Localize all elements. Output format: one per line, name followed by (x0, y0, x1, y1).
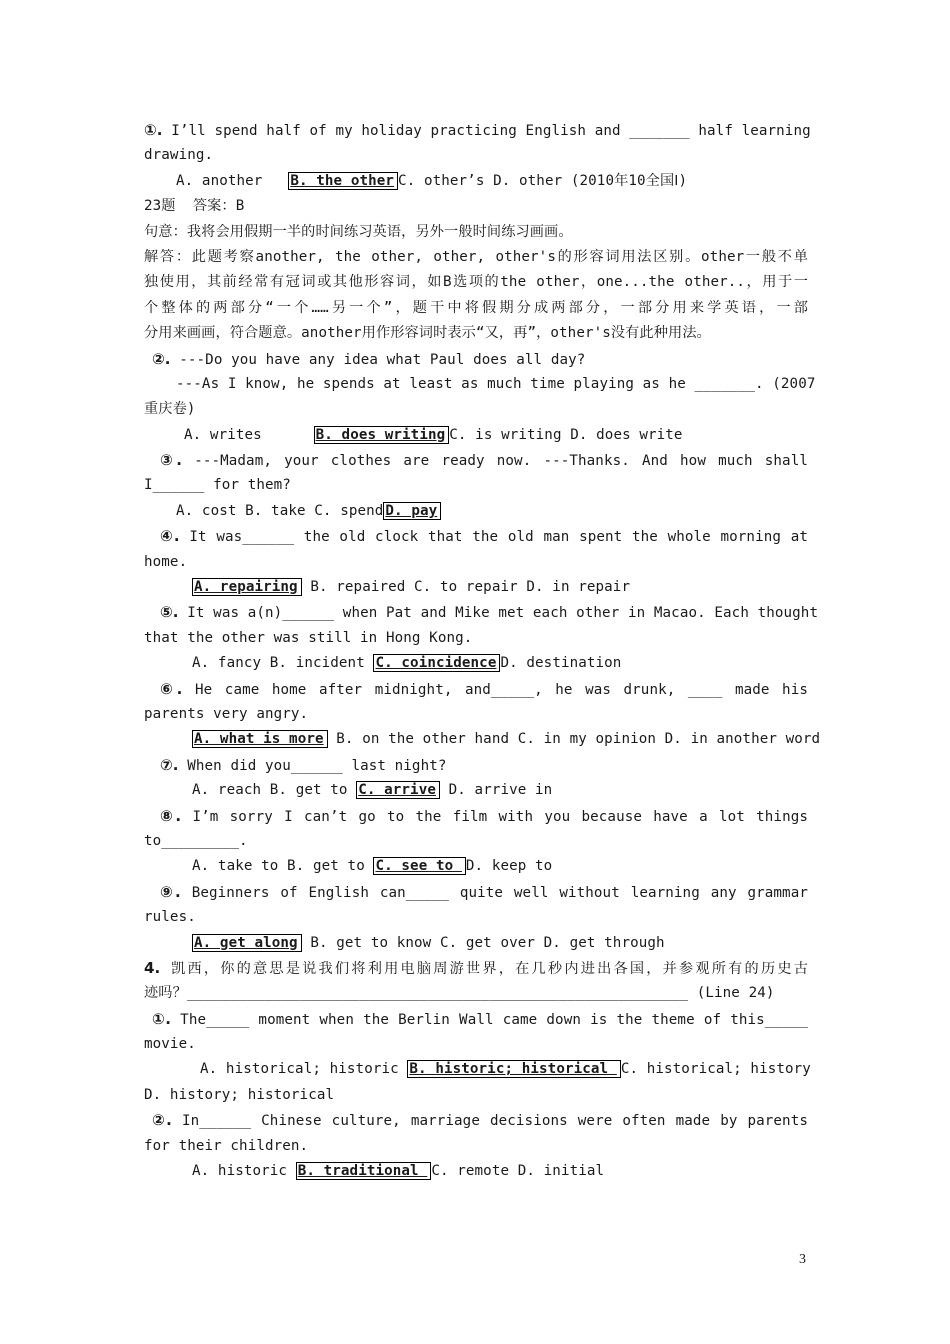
question-number: 4. (144, 958, 161, 977)
text-line (144, 143, 808, 168)
answer-box: B. the other (288, 172, 398, 190)
line-text: 23题 答案：B (144, 198, 245, 215)
text-line (144, 981, 808, 1006)
text-line (144, 372, 816, 397)
text-line (144, 677, 808, 702)
line-text: It was______ the old clock that the old man spent the whole morning at (179, 529, 808, 546)
question-number: ①. (152, 1009, 172, 1028)
line-text: I’ll spend half of my holiday practicing English and _______ half learning (162, 123, 811, 139)
answer-box: A. what is more (192, 730, 328, 748)
line-text: 重庆卷) (144, 401, 196, 418)
line-text: for their children. (144, 1137, 309, 1154)
line-text: C. other’s D. other (2010年10全国Ⅰ) (398, 172, 688, 189)
line-text: He came home after midnight, and_____, he was drunk, ____ made his (182, 681, 808, 698)
text-line (144, 1007, 808, 1032)
line-text: B. on the other hand C. in my opinion D. in another word (327, 731, 821, 748)
line-text: parents very angry. (144, 705, 309, 722)
line-text: A. cost B. take C. spend (176, 502, 384, 519)
line-text: 分用来画画，符合题意。another用作形容词时表示“又，再”，other's没有此种用法。 (144, 325, 711, 342)
text-line (144, 524, 808, 549)
line-text: In______ Chinese culture, marriage decisions were often made by parents (171, 1113, 808, 1130)
text-line (144, 778, 808, 803)
text-line (144, 448, 808, 473)
line-text: Beginners of English can_____ quite well without learning any grammar (180, 884, 808, 901)
text-line (144, 1032, 808, 1057)
text-line (144, 956, 808, 981)
page-number: 3 (799, 1252, 806, 1267)
text-line (144, 854, 808, 879)
line-text: drawing. (144, 147, 214, 164)
line-text: movie. (144, 1036, 196, 1053)
text-line (144, 1159, 808, 1184)
line-text: ---Do you have any idea what Paul does all day? (170, 351, 586, 368)
line-text: C. remote D. initial (431, 1163, 605, 1180)
line-text: to_________. (144, 832, 248, 849)
line-text: 个整体的两部分“一个……另一个”，题干中将假期分成两部分，一部分用来学英语，一部 (144, 299, 808, 316)
answer-box: B. historic; historical (407, 1060, 620, 1078)
line-text: B. repaired C. to repair D. in repair (301, 579, 631, 596)
text-line (144, 1108, 808, 1133)
line-text: C. is writing D. does write (449, 426, 683, 443)
line-text: 迹吗？__________________________________________________________ (Line 24) (144, 985, 775, 1002)
text-line (144, 397, 808, 422)
question-number: ⑧. (160, 806, 182, 825)
question-number: ⑥. (160, 679, 183, 698)
answer-box: A. get along (192, 934, 302, 952)
text-line (144, 245, 808, 270)
line-text: ---As I know, he spends at least as much time playing as he _______. (2007 (176, 375, 816, 392)
question-number: ②. (152, 1111, 172, 1130)
line-text: I’m sorry I can’t go to the film with you because have a lot things (181, 808, 808, 825)
question-number: ⑨. (160, 882, 181, 901)
line-text: 解答：此题考察another, the other, other, other's的形容词用法区别。other一般不单 (144, 248, 808, 265)
text-line (144, 118, 811, 143)
question-number: ④. (160, 527, 180, 546)
text-line (144, 626, 808, 651)
line-text: home. (144, 553, 188, 570)
line-text: that the other was still in Hong Kong. (144, 629, 473, 646)
answer-box: A. repairing (192, 578, 302, 596)
text-line (144, 575, 808, 600)
line-text: A. fancy B. incident (192, 655, 374, 672)
line-text: I______ for them? (144, 477, 291, 494)
document-body (144, 118, 821, 1184)
line-text: A. historical; historic (200, 1061, 408, 1078)
line-text: It was a(n)______ when Pat and Mike met each other in Macao. Each thought (178, 605, 819, 622)
text-line (144, 194, 808, 219)
line-text: A. take to B. get to (192, 858, 374, 875)
answer-box: B. traditional (296, 1162, 432, 1180)
line-text: 凯西，你的意思是说我们将利用电脑周游世界，在几秒内进出各国，并参观所有的历史古 (160, 960, 808, 977)
question-number: ③. (160, 451, 183, 470)
line-text: 独使用，其前经常有冠词或其他形容词，如B选项的the other，one...the other..，用于一 (144, 274, 808, 291)
text-line (144, 473, 808, 498)
text-line (144, 727, 821, 752)
question-number: ②. (152, 349, 171, 368)
text-line (144, 880, 808, 905)
line-text: B. get to know C. get over D. get through (301, 934, 665, 951)
line-text: D. destination (500, 655, 622, 672)
answer-box: B. does writing (314, 426, 450, 444)
line-text: D. arrive in (439, 782, 553, 799)
line-text: D. keep to (465, 858, 553, 875)
answer-box: C. arrive (356, 781, 440, 799)
line-text: When did you______ last night? (178, 757, 447, 774)
line-text: D. history; historical (144, 1086, 335, 1103)
line-text: The_____ moment when the Berlin Wall came down is the theme of this_____ (171, 1011, 808, 1028)
text-line (144, 1083, 808, 1108)
line-text: A. another (176, 172, 289, 189)
text-line (144, 169, 808, 194)
line-text: C. historical; history (620, 1061, 811, 1078)
line-text: A. historic (192, 1163, 296, 1180)
question-number: ⑤. (160, 603, 179, 622)
text-line (144, 550, 808, 575)
text-line (144, 270, 808, 295)
answer-box: C. coincidence (373, 654, 500, 672)
line-text: rules. (144, 909, 196, 926)
text-line (144, 423, 808, 448)
answer-box: C. see to (373, 857, 465, 875)
text-line (144, 347, 808, 372)
text-line (144, 1057, 811, 1082)
answer-box: D. pay (383, 502, 441, 520)
text-line (144, 296, 808, 321)
text-line (144, 804, 808, 829)
text-line (144, 499, 808, 524)
text-line (144, 753, 808, 778)
line-text: 句意：我将会用假期一半的时间练习英语，另外一般时间练习画画。 (144, 223, 573, 240)
text-line (144, 600, 819, 625)
question-number: ①. (144, 121, 163, 139)
line-text: A. reach B. get to (192, 782, 357, 799)
text-line (144, 321, 808, 346)
question-number: ⑦. (160, 755, 179, 774)
text-line (144, 931, 808, 956)
line-text: A. writes (184, 426, 314, 443)
line-text: ---Madam, your clothes are ready now. ---Thanks. And how much shall (182, 453, 808, 470)
text-line (144, 829, 808, 854)
text-line (144, 651, 808, 676)
text-line (144, 1134, 808, 1159)
text-line (144, 905, 808, 930)
text-line (144, 702, 808, 727)
text-line (144, 220, 808, 245)
